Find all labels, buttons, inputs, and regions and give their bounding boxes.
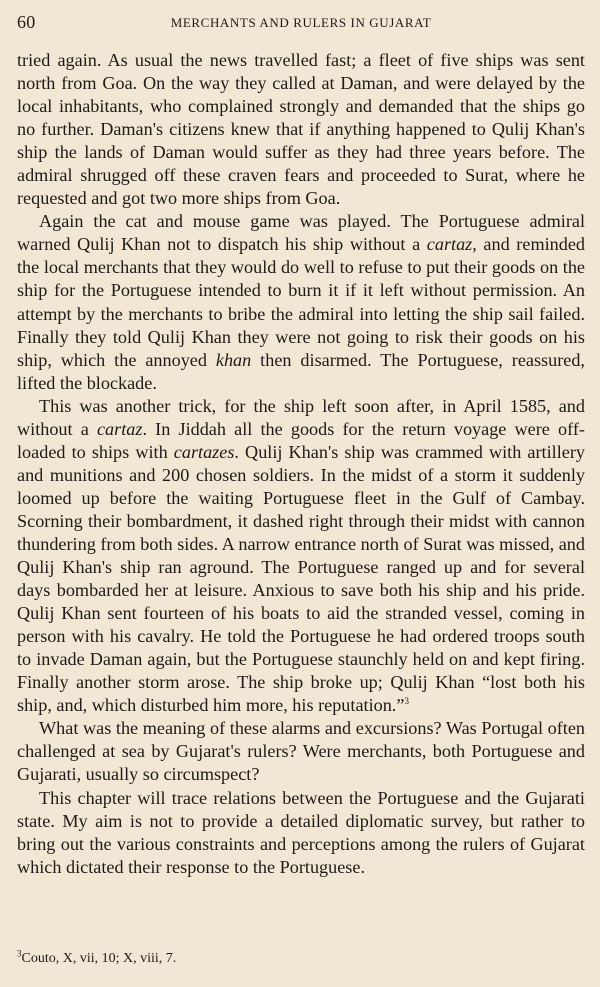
paragraph-2-part-3: then disarmed. The Portuguese, reassured, lifted the blockade.: [17, 349, 585, 393]
italic-term-cartaz: cartaz: [96, 418, 143, 439]
page-number: 60: [17, 12, 36, 32]
paragraph-3-part-2: . In Jiddah all the goods for the return voyage were off-loaded to ships with: [17, 418, 585, 462]
footnote: [17, 948, 177, 967]
page-header: [17, 12, 585, 34]
paragraph-4: What was the meaning of these alarms and excursions? Was Portugal often challenged at sea by Gujarat's rulers? Were merchants, both Portuguese and Gujarati, usually so circumspect?: [17, 718, 585, 785]
paragraph-5: This chapter will trace relations between the Portuguese and the Gujarati state. My aim is not to provide a detailed diplomatic survey, but rather to bring out the various constraints and perceptions among the rulers of Gujarat which dictated their response to the Portuguese.: [17, 787, 585, 877]
italic-term-cartazes: cartazes: [173, 441, 235, 462]
paragraph-3-part-3: . Qulij Khan's ship was crammed with artillery and munitions and 200 chosen soldiers. In the midst of a storm it suddenly loomed up before the waiting Portuguese fleet in the Gulf of Cambay. Scorning their bombardment, it dashed right through their midst with cannon thundering from both sides. A narrow entrance north of Surat was missed, and Qulij Khan's ship ran aground. The Portuguese ranged up and for several days bombarded her at leisure. Anxious to save both his ship and his pride. Qulij Khan sent fourteen of his boats to aid the stranded vessel, coming in person with his cavalry. He told the Portuguese he had ordered troops south to invade Daman again, but the Portuguese staunchly held on and kept firing. Finally another storm arose. The ship broke up; Qulij Khan “lost both his ship, and, which disturbed him more, his reputation.”: [17, 441, 585, 716]
italic-term-khan: khan: [215, 349, 252, 370]
body-text: [17, 49, 585, 879]
paragraph-2-part-2: , and reminded the local merchants that they would do well to refuse to put their goods on the ship for the Portuguese intended to burn it if it left without permission. An attempt by the merchants to bribe the admiral into letting the ship sail failed. Finally they told Qulij Khan they were not going to risk their goods on his ship, which the annoyed: [17, 234, 585, 370]
footnote-text: Couto, X, vii, 10; X, viii, 7.: [21, 951, 177, 966]
paragraph-2: [17, 210, 585, 394]
footnote-reference: 3: [404, 696, 409, 707]
running-head: MERCHANTS AND RULERS IN GUJARAT: [170, 15, 432, 30]
footnote-mark: 3: [17, 948, 22, 959]
paragraph-2-part-1: Again the cat and mouse game was played. The Portuguese admiral warned Qulij Khan not to dispatch his ship without a: [17, 211, 585, 255]
italic-term-cartaz: cartaz: [426, 234, 473, 255]
paragraph-3: [17, 395, 585, 718]
paragraph-3-part-1: This was another trick, for the ship left soon after, in April 1585, and without a: [17, 395, 585, 439]
paragraph-1: tried again. As usual the news travelled fast; a fleet of five ships was sent north from Goa. On the way they called at Daman, and were delayed by the local inhabitants, who complained strongly and demanded that the ships go no further. Daman's citizens knew that if anything happened to Qulij Khan's ship the lands of Daman would suffer as they had three years before. The admiral shrugged off these craven fears and proceeded to Surat, where he requested and got two more ships from Goa.: [17, 50, 585, 209]
